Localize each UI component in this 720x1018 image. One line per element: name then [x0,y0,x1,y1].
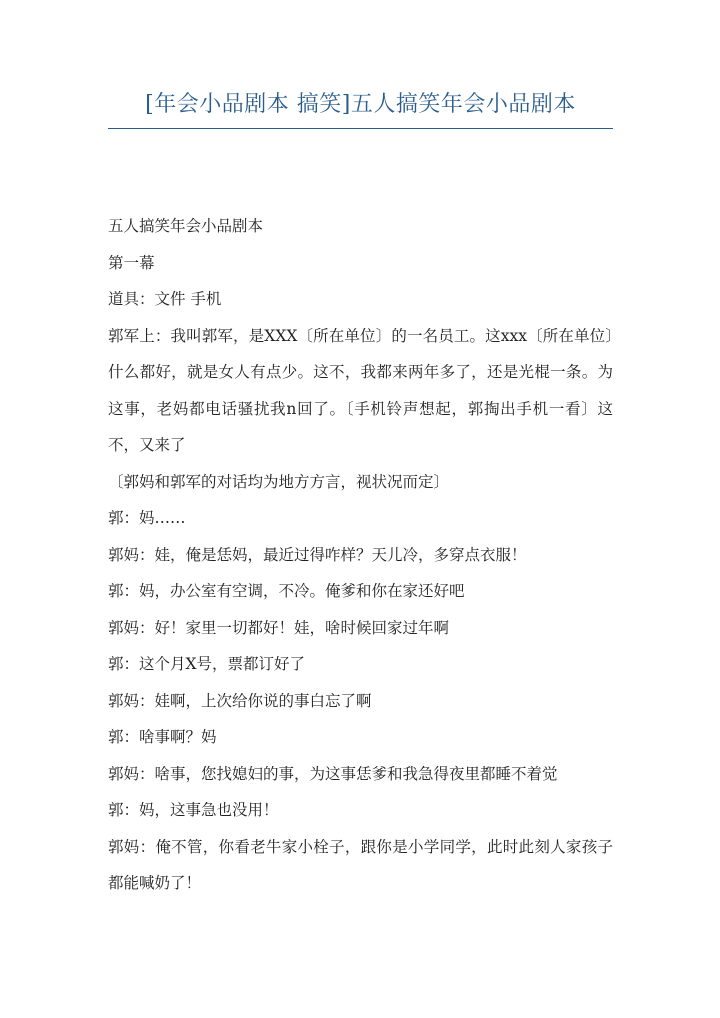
paragraph-heading: 五人搞笑年会小品剧本 [108,217,264,235]
paragraph-dialogue: 郭：妈…… [108,509,186,527]
paragraph-props: 道具：文件 手机 [108,290,222,308]
document-body [108,208,613,902]
paragraph-dialogue: 郭妈：俺不管，你看老牛家小栓子，跟你是小学同学，此时此刻人家孩子都能喊奶了！ [108,837,613,892]
paragraph-dialogue: 郭妈：啥事，您找媳妇的事，为这事恁爹和我急得夜里都睡不着觉 [108,764,558,783]
paragraph-dialogue: 郭妈：娃，俺是恁妈，最近过得咋样？天儿冷，多穿点衣服！ [108,545,527,564]
paragraph-dialogue: 郭：妈，这事急也没用！ [108,801,279,819]
paragraph-dialogue: 郭：啥事啊？妈 [108,728,217,746]
paragraph-act: 第一幕 [108,253,155,272]
document-title: [年会小品剧本 搞笑]五人搞笑年会小品剧本 [145,92,576,117]
paragraph-stage-note: 〔郭妈和郭军的对话均为地方方言，视状况而定〕 [108,472,450,491]
paragraph-dialogue: 郭军上：我叫郭军，是XXX〔所在单位〕的一名员工。这xxx〔所在单位〕什么都好，就是女人有点少。这不，我都来两年多了，还是光棍一条。为这事，老妈都电话骚扰我n回了。〔手机铃声想起，郭掏出手机一看〕这不，又来了 [108,326,613,454]
paragraph-dialogue: 郭妈：好！家里一切都好！娃，啥时候回家过年啊 [108,618,450,637]
paragraph-dialogue: 郭妈：娃啊，上次给你说的事白忘了啊 [108,691,372,710]
paragraph-dialogue: 郭：这个月X号，票都订好了 [108,655,306,673]
title-underline [108,128,613,129]
paragraph-dialogue: 郭：妈，办公室有空调，不冷。俺爹和你在家还好吧 [108,582,465,600]
